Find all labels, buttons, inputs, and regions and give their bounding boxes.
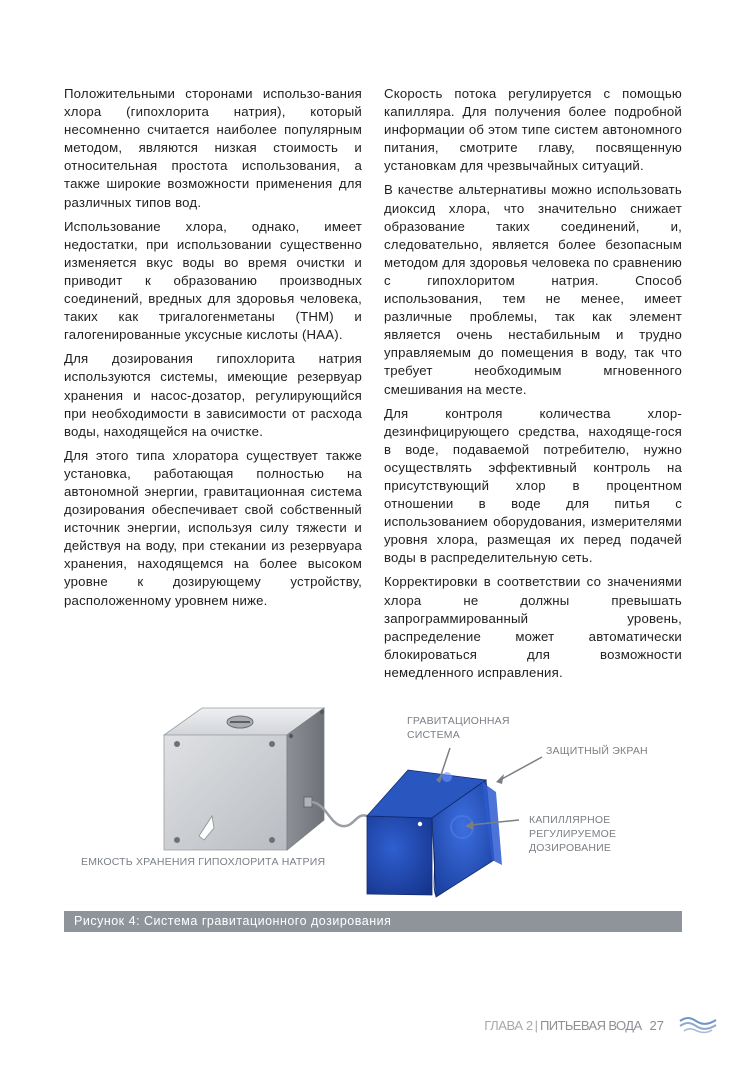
label-capillary-dosing: КАПИЛЛЯРНОЕ РЕГУЛИРУЕМОЕ ДОЗИРОВАНИЕ <box>529 814 617 854</box>
footer-separator: | <box>534 1017 539 1033</box>
page-number: 27 <box>649 1017 664 1033</box>
right-text-column <box>384 85 682 688</box>
figure-illustration <box>64 700 682 910</box>
paragraph: Для этого типа хлоратора существует также установка, работающая полностью на автономной энергии, гравитационная система дозирования обеспечивает свой собственный источник энергии, используя силу тяжести и действуя на воду, при стекании из резервуара хранения, находящемся на более высоком уровне к дозирующему устройству, расположенному уровнем ниже. <box>64 447 362 608</box>
waves-logo-icon <box>678 1016 718 1034</box>
label-protective-screen: ЗАЩИТНЫЙ ЭКРАН <box>546 745 648 757</box>
footer-chapter: ГЛАВА 2 <box>484 1017 533 1033</box>
gravity-dosing-box <box>367 770 502 897</box>
footer-section: ПИТЬЕВАЯ ВОДА <box>540 1017 642 1033</box>
paragraph: В качестве альтернативы можно использовать диоксид хлора, что значительно снижает образование таких соединений, и, следовательно, является более безопасным методом для здоровья человека по сравнению с гипохлоритом натрия. Способ использования, тем не менее, имеет различные проблемы, так как элемент является очень нестабильным и трудно управляемым до помещения в воду, так что требует необходимым мгновенного смешивания на месте. <box>384 182 682 397</box>
figure-caption-bar <box>64 911 682 932</box>
label-gravity-system: ГРАВИТАЦИОННАЯ СИСТЕМА <box>407 715 510 741</box>
paragraph: Корректировки в соответствии со значениями хлора не должны превышать запрограммированный уровень, распределение может автоматически блокироваться для возможности немедленного исправления. <box>384 574 682 680</box>
left-text-column <box>64 85 362 616</box>
paragraph: Скорость потока регулируется с помощью капилляра. Для получения более подробной информации об этом типе систем автономного питания, смотрите главу, посвященную установкам для чрезвычайных ситуаций. <box>384 86 682 174</box>
label-storage-tank: ЕМКОСТЬ ХРАНЕНИЯ ГИПОХЛОРИТА НАТРИЯ <box>81 856 326 868</box>
paragraph: Для контроля количества хлор-дезинфицирующего средства, находяще-гося в воде, подаваемой потребителю, нужно осуществлять эффективный контроль на присутствующий хлор в процентном отношении в воде для питья с использованием оборудования, измерителями уровня хлора, размещая их перед подачей воды в распределительную сеть. <box>384 405 682 566</box>
page-footer <box>484 1014 718 1036</box>
figure-caption: Рисунок 4: Система гравитационного дозирования <box>74 914 392 928</box>
gravity-dosing-figure <box>64 700 682 910</box>
paragraph: Использование хлора, однако, имеет недостатки, при использовании существенно изменяется вкус воды во время очистки и приводит к образованию производных соединений, вредных для здоровья человека, таких как тригалогенметаны (THM) и галогенированные уксусные кислоты (HAA). <box>64 218 362 343</box>
paragraph: Положительными сторонами использо-вания хлора (гипохлорита натрия), который несомненно считается наиболее популярным методом, являются низкая стоимость и относительная простота использования, а также широкие возможности применения для различных типов вод. <box>64 86 362 210</box>
storage-tank <box>164 708 324 850</box>
paragraph: Для дозирования гипохлорита натрия используются системы, имеющие резервуар хранения и насос-дозатор, регулирующийся при необходимости в зависимости от расхода воды, находящейся на очистке. <box>64 351 362 439</box>
